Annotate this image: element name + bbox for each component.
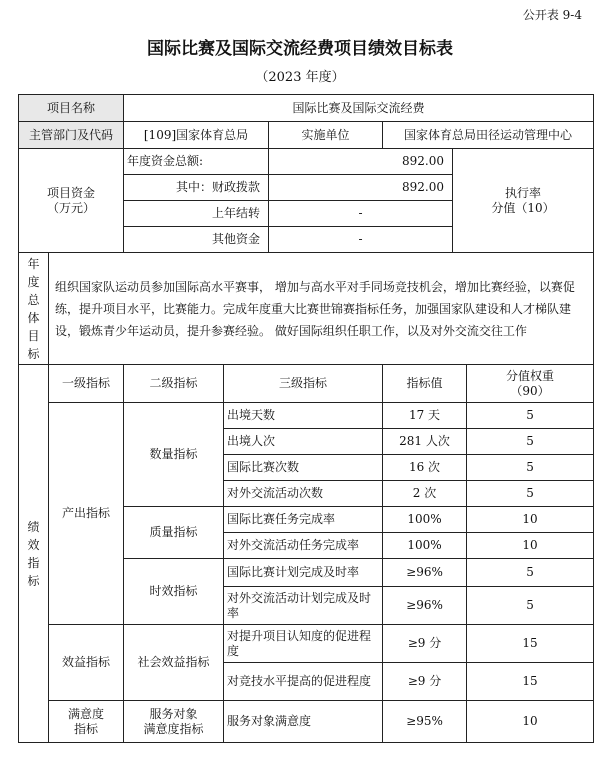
satisfaction-label-line2: 指标 [74, 721, 99, 736]
header-weight-line2: （90） [510, 383, 550, 398]
indicator-value: ≥95% [383, 701, 467, 743]
other-funds-label: 其他资金 [124, 227, 269, 253]
indicator-value: ≥96% [383, 559, 467, 587]
annual-target-char-3: 总 [27, 292, 40, 307]
quantity-indicators-label: 数量指标 [124, 403, 224, 507]
indicator-name: 对竞技水平提高的促进程度 [224, 663, 383, 701]
indicator-name: 出境天数 [224, 403, 383, 429]
indicator-weight: 5 [467, 455, 594, 481]
service-label-line2: 满意度指标 [143, 721, 204, 736]
form-number-tag: 公开表 9-4 [522, 8, 582, 22]
annual-funds-label: 年度资金总额: [124, 149, 269, 175]
header-weight-line1: 分值权重 [506, 368, 555, 383]
indicator-name: 国际比赛任务完成率 [224, 507, 383, 533]
indicator-value: 16 次 [383, 455, 467, 481]
execution-rate-label [453, 149, 594, 253]
indicator-weight: 5 [467, 587, 594, 625]
annual-funds-value: 892.00 [269, 149, 453, 175]
indicator-name: 对外交流活动计划完成及时率 [224, 587, 383, 625]
other-funds-value: - [269, 227, 453, 253]
service-satisfaction-label [124, 701, 224, 743]
page-title: 国际比赛及国际交流经费项目绩效目标表 [147, 39, 453, 59]
indicator-value: 100% [383, 507, 467, 533]
indicator-value: 17 天 [383, 403, 467, 429]
header-weight [467, 365, 594, 403]
indicator-value: ≥96% [383, 587, 467, 625]
fiscal-funds-label: 其中：财政拨款 [124, 175, 269, 201]
header-level2: 二级指标 [124, 365, 224, 403]
carryover-funds-label: 上年结转 [124, 201, 269, 227]
satisfaction-indicators-label [49, 701, 124, 743]
social-benefit-indicators-label: 社会效益指标 [124, 625, 224, 701]
indicator-name: 对外交流活动任务完成率 [224, 533, 383, 559]
indicator-weight: 5 [467, 429, 594, 455]
carryover-funds-value: - [269, 201, 453, 227]
annual-target-char-4: 体 [27, 310, 40, 325]
indicator-name: 国际比赛次数 [224, 455, 383, 481]
funds-label-line2: （万元） [47, 200, 96, 215]
indicator-weight: 15 [467, 663, 594, 701]
indicator-name: 出境人次 [224, 429, 383, 455]
performance-target-table [18, 94, 594, 743]
annual-target-char-1: 年 [27, 256, 40, 271]
service-label-line1: 服务对象 [149, 706, 198, 721]
benefit-indicators-label: 效益指标 [49, 625, 124, 701]
indicator-weight: 5 [467, 481, 594, 507]
project-name-label: 项目名称 [19, 95, 124, 122]
quality-indicators-label: 质量指标 [124, 507, 224, 559]
annual-target-char-6: 标 [27, 346, 40, 361]
indicators-char-1: 绩 [27, 519, 40, 534]
performance-indicators-label [19, 365, 49, 743]
indicator-value: ≥9 分 [383, 625, 467, 663]
annual-target-text: 组织国家队运动员参加国际高水平赛事， 增加与高水平对手同场竞技机会，增加比赛经验，以赛促练，提升项目水平，比赛能力。完成年度重大比赛世锦赛指标任务，加强国家队建设和人才梯队建设，锻炼青少年运动员，提升参赛经验。 做好国际组织任职工作，以及对外交流交往工作 [49, 253, 594, 365]
funds-label [19, 149, 124, 253]
indicator-name: 服务对象满意度 [224, 701, 383, 743]
indicator-value: ≥9 分 [383, 663, 467, 701]
header-level1: 一级指标 [49, 365, 124, 403]
annual-target-char-5: 目 [27, 328, 40, 343]
annual-target-char-2: 度 [27, 274, 40, 289]
indicator-weight: 10 [467, 701, 594, 743]
funds-label-line1: 项目资金 [47, 185, 96, 200]
indicator-value: 100% [383, 533, 467, 559]
indicator-name: 对外交流活动次数 [224, 481, 383, 507]
annual-target-label [19, 253, 49, 365]
indicator-value: 2 次 [383, 481, 467, 507]
indicator-weight: 10 [467, 507, 594, 533]
department-value: [109]国家体育总局 [124, 122, 269, 149]
department-label: 主管部门及代码 [19, 122, 124, 149]
execution-rate-line2: 分值（10） [491, 200, 555, 215]
indicator-weight: 10 [467, 533, 594, 559]
year-subtitle: （2023 年度） [255, 70, 345, 85]
timeliness-indicators-label: 时效指标 [124, 559, 224, 625]
output-indicators-label: 产出指标 [49, 403, 124, 625]
indicator-name: 对提升项目认知度的促进程度 [224, 625, 383, 663]
indicators-char-4: 标 [27, 573, 40, 588]
indicator-value: 281 人次 [383, 429, 467, 455]
indicator-weight: 15 [467, 625, 594, 663]
header-value: 指标值 [383, 365, 467, 403]
indicators-char-2: 效 [27, 537, 40, 552]
header-level3: 三级指标 [224, 365, 383, 403]
indicators-char-3: 指 [27, 555, 40, 570]
project-name-value: 国际比赛及国际交流经费 [124, 95, 594, 122]
fiscal-funds-value: 892.00 [269, 175, 453, 201]
indicator-weight: 5 [467, 403, 594, 429]
indicator-weight: 5 [467, 559, 594, 587]
satisfaction-label-line1: 满意度 [68, 706, 105, 721]
execution-rate-line1: 执行率 [505, 185, 542, 200]
implementing-unit-label: 实施单位 [269, 122, 383, 149]
indicator-name: 国际比赛计划完成及时率 [224, 559, 383, 587]
implementing-unit-value: 国家体育总局田径运动管理中心 [383, 122, 594, 149]
